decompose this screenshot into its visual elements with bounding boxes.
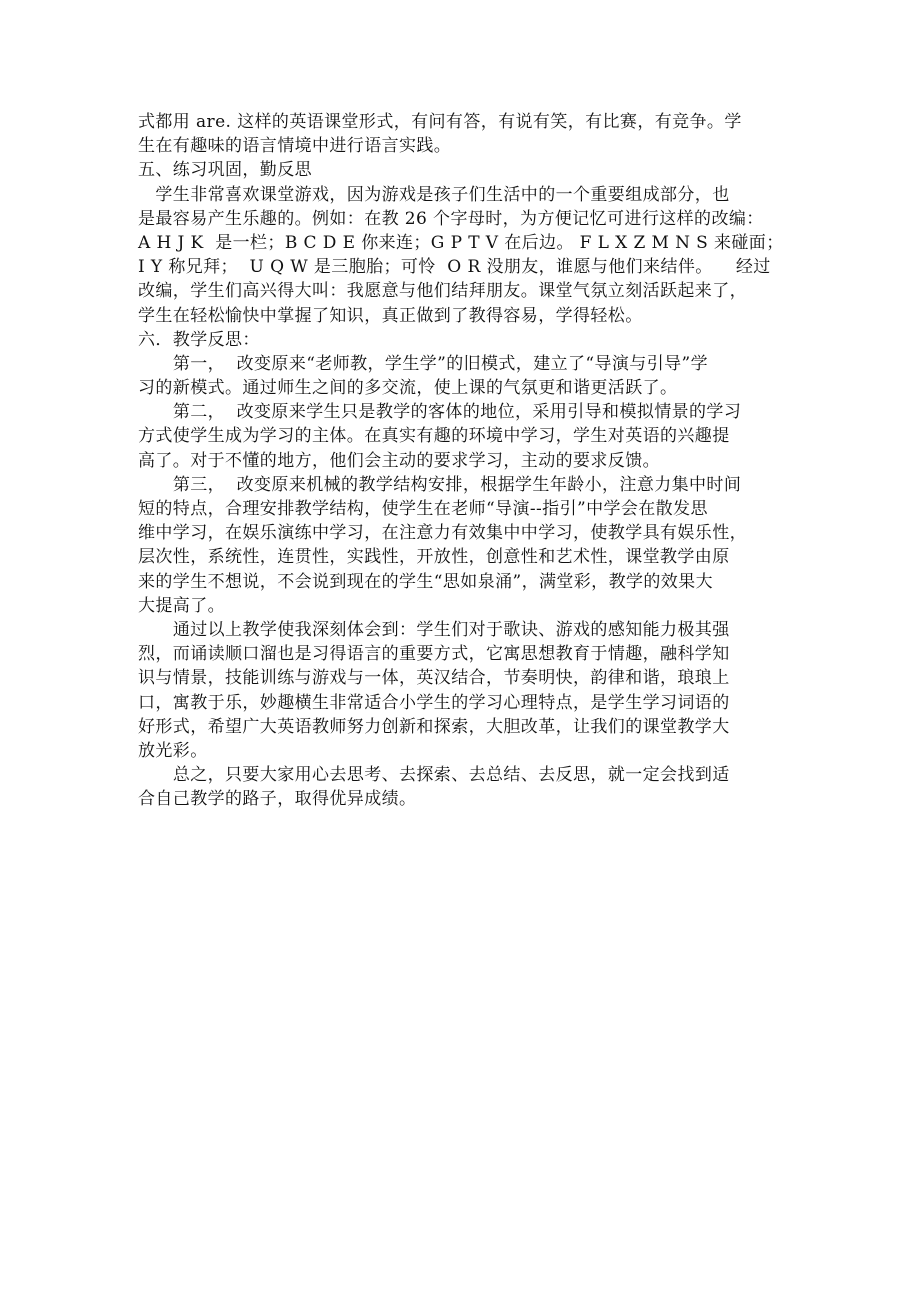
text-line: 通过以上教学使我深刻体会到：学生们对于歌诀、游戏的感知能力极其强 [138, 619, 730, 640]
text-line: A H J K 是一栏；B C D E 你来连；G P T V 在后边。 F L X Z M N S 来碰面； [138, 232, 784, 253]
section-heading: 六．教学反思： [138, 329, 260, 350]
text-line: 学生在轻松愉快中掌握了知识，真正做到了教得容易，学得轻松。 [138, 305, 643, 326]
text-line: 第三， 改变原来机械的教学结构安排，根据学生年龄小，注意力集中时间 [138, 474, 742, 495]
text-line: 第二， 改变原来学生只是教学的客体的地位，采用引导和模拟情景的学习 [138, 402, 742, 423]
text-line: 口，寓教于乐，妙趣横生非常适合小学生的学习心理特点，是学生学习词语的 [138, 692, 730, 713]
text-line: 式都用 are. 这样的英语课堂形式，有问有答，有说有笑，有比赛，有竞争。学 [138, 112, 742, 132]
text-line: 是最容易产生乐趣的。例如：在教 26 个字母时，为方便记忆可进行这样的改编： [138, 208, 764, 229]
document-body [138, 110, 786, 811]
text-line: I Y 称兄拜； U Q W 是三胞胎；可怜 O R 没朋友，谁愿与他们来结伴。 经过 [138, 257, 771, 278]
text-line: 识与情景，技能训练与游戏与一体，英汉结合，节奏明快，韵律和谐，琅琅上 [138, 668, 730, 689]
text-line: 方式使学生成为学习的主体。在真实有趣的环境中学习，学生对英语的兴趣提 [138, 426, 730, 447]
text-line: 合自己教学的路子，取得优异成绩。 [138, 789, 417, 810]
text-line: 高了。对于不懂的地方，他们会主动的要求学习，主动的要求反馈。 [138, 450, 660, 471]
text-line: 改编，学生们高兴得大叫：我愿意与他们结拜朋友。课堂气氛立刻活跃起来了， [138, 281, 747, 302]
section-heading: 五、练习巩固，勤反思 [138, 160, 312, 181]
text-line: 学生非常喜欢课堂游戏，因为游戏是孩子们生活中的一个重要组成部分，也 [138, 184, 730, 205]
text-line: 烈，而诵读顺口溜也是习得语言的重要方式，它寓思想教育于情趣，融科学知 [138, 644, 730, 665]
text-line: 生在有趣味的语言情境中进行语言实践。 [138, 136, 452, 157]
text-line: 放光彩。 [138, 740, 208, 761]
text-line: 习的新模式。通过师生之间的多交流，使上课的气氛更和谐更活跃了。 [138, 378, 678, 399]
text-line: 总之，只要大家用心去思考、去探索、去总结、去反思，就一定会找到适 [138, 765, 730, 786]
text-line: 第一， 改变原来“老师教，学生学”的旧模式，建立了“导演与引导”学 [138, 353, 708, 374]
text-line: 维中学习，在娱乐演练中学习，在注意力有效集中中学习，使教学具有娱乐性， [138, 523, 747, 544]
text-line: 大提高了。 [138, 595, 225, 616]
text-line: 好形式，希望广大英语教师努力创新和探索，大胆改革，让我们的课堂教学大 [138, 716, 730, 737]
text-line: 来的学生不想说，不会说到现在的学生“思如泉涌”，满堂彩，教学的效果大 [138, 571, 713, 592]
text-line: 短的特点，合理安排教学结构，使学生在老师“导演--指引”中学会在散发思 [138, 499, 708, 519]
text-line: 层次性，系统性，连贯性，实践性，开放性，创意性和艺术性，课堂教学由原 [138, 547, 730, 568]
